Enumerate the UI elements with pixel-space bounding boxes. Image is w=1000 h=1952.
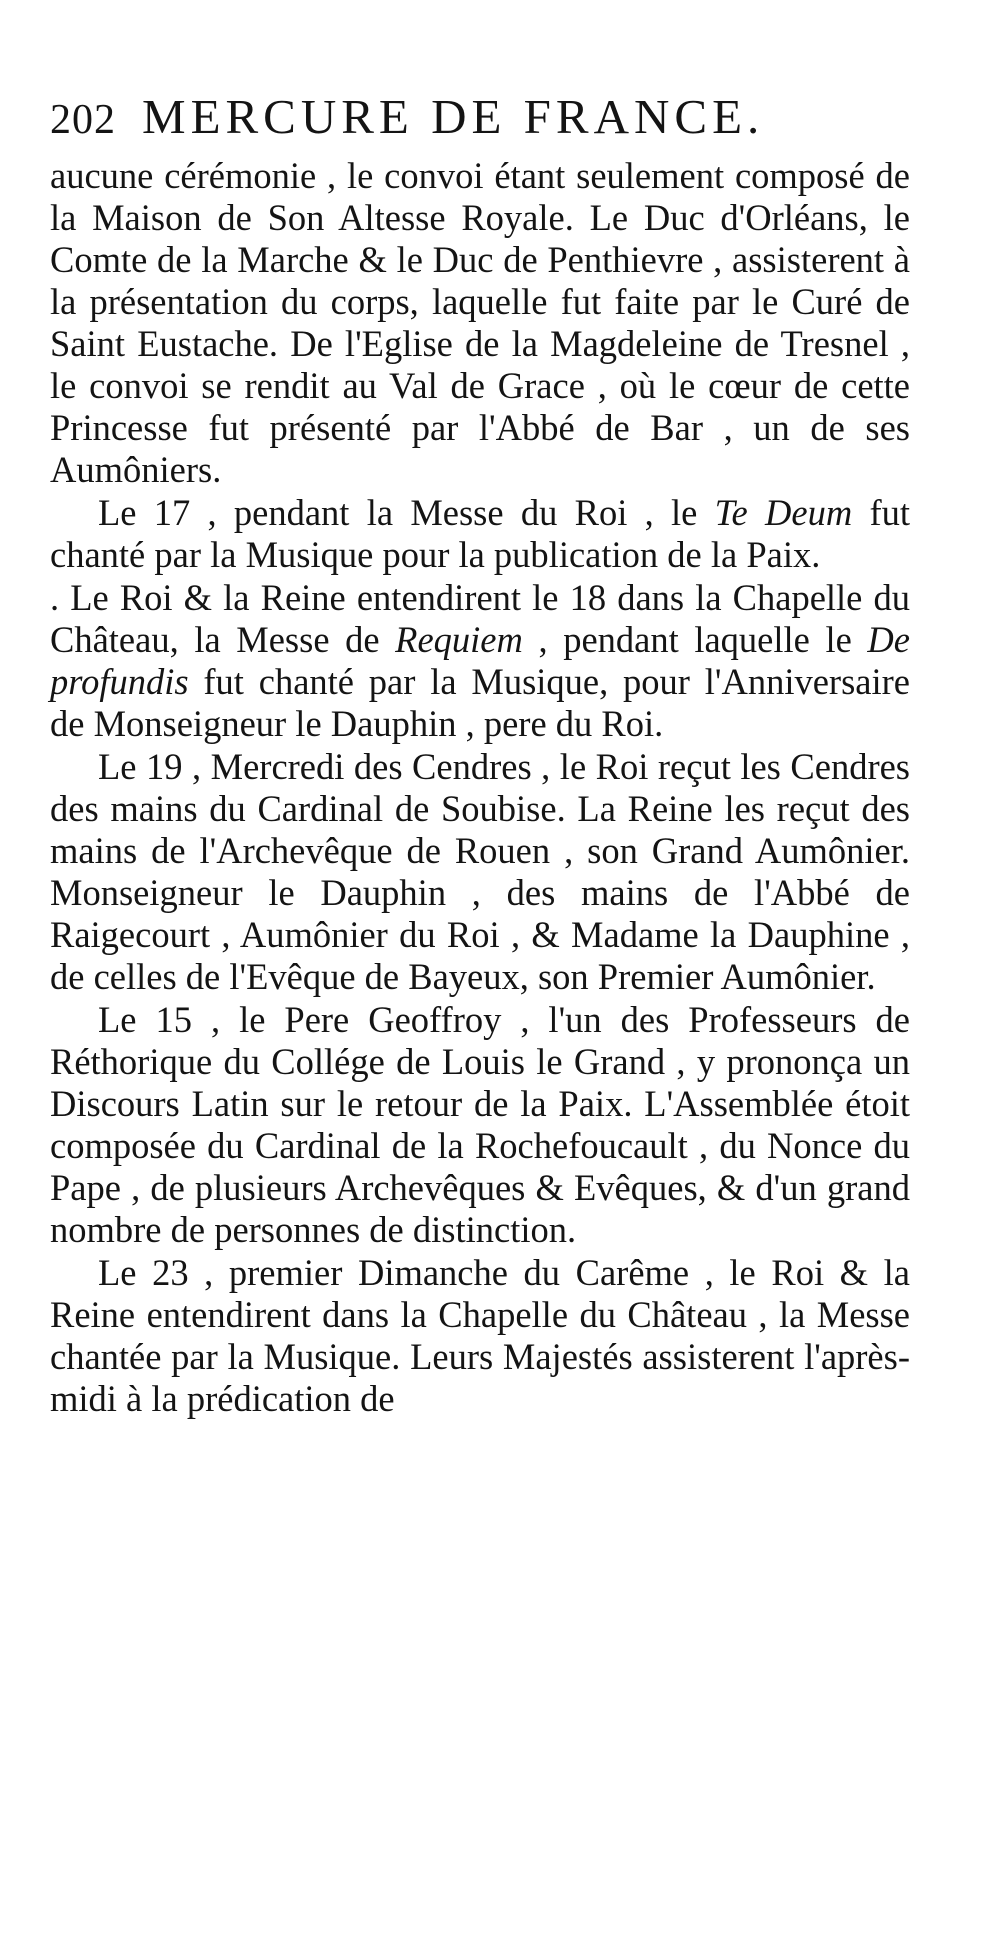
- paragraph: [50, 492, 910, 576]
- paragraph: [50, 155, 910, 491]
- text-segment: . Le Roi & la Reine entendirent le 18 dans la Chapelle du Château, la Messe de: [50, 577, 910, 660]
- text-segment: , pendant laquelle le: [522, 619, 868, 660]
- paragraph: [50, 1252, 910, 1420]
- document-page: [50, 88, 910, 1420]
- text-segment: aucune cérémonie , le convoi étant seulement composé de la Maison de Son Altesse Royale. Le Duc d'Orléans, le Comte de la Marche & le Duc de Penthievre , assisterent à la présentation du corps, laquelle fut faite par le Curé de Saint Eustache. De l'Eglise de la Magdeleine de Tresnel , le convoi se rendit au Val de Grace , où le cœur de cette Princesse fut présenté par l'Abbé de Bar , un de ses Aumôniers.: [50, 155, 910, 490]
- text-segment: Le 23 , premier Dimanche du Carême , le Roi & la Reine entendirent dans la Chapelle du Château , la Messe chantée par la Musique. Leurs Majestés assisterent l'après-midi à la prédication de: [50, 1252, 910, 1419]
- italic-text: De profundis: [50, 619, 910, 702]
- text-segment: Le 15 , le Pere Geoffroy , l'un des Professeurs de Réthorique du Collége de Louis le Grand , y prononça un Discours Latin sur le retour de la Paix. L'Assemblée étoit composée du Cardinal de la Rochefoucault , du Nonce du Pape , de plusieurs Archevêques & Evêques, & d'un grand nombre de personnes de distinction.: [50, 999, 910, 1250]
- text-segment: fut chanté par la Musique pour la publication de la Paix.: [50, 492, 910, 575]
- running-title: MERCURE DE FRANCE.: [142, 89, 765, 144]
- paragraph: [50, 577, 910, 745]
- page-number: 202: [50, 97, 116, 143]
- page-header: [50, 88, 910, 145]
- body-text: [50, 155, 910, 1420]
- text-segment: fut chanté par la Musique, pour l'Anniversaire de Monseigneur le Dauphin , pere du Roi.: [50, 661, 910, 744]
- italic-text: Te Deum: [714, 492, 853, 533]
- text-segment: Le 17 , pendant la Messe du Roi , le: [98, 492, 715, 533]
- paragraph: [50, 746, 910, 998]
- paragraph: [50, 999, 910, 1251]
- text-segment: Le 19 , Mercredi des Cendres , le Roi reçut les Cendres des mains du Cardinal de Soubise. La Reine les reçut des mains de l'Archevêque de Rouen , son Grand Aumônier. Monseigneur le Dauphin , des mains de l'Abbé de Raigecourt , Aumônier du Roi , & Madame la Dauphine , de celles de l'Evêque de Bayeux, son Premier Aumônier.: [50, 746, 910, 997]
- italic-text: Requiem: [395, 619, 523, 660]
